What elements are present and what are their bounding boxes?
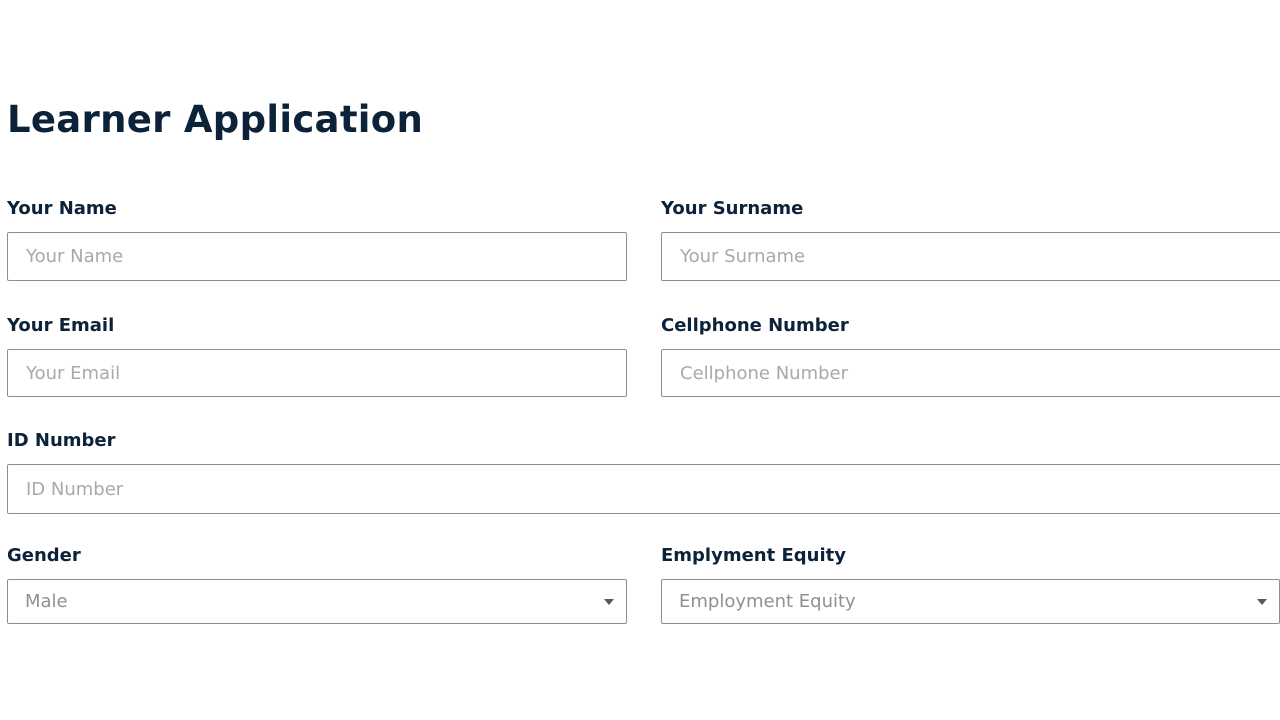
gender-field-group	[7, 545, 627, 624]
email-field-group	[7, 315, 627, 397]
cellphone-label: Cellphone Number	[661, 315, 849, 336]
surname-label: Your Surname	[661, 198, 804, 219]
cellphone-field-group	[661, 315, 1280, 397]
employment-equity-selected-value: Employment Equity	[679, 591, 856, 612]
name-field-group	[7, 198, 627, 281]
chevron-down-icon	[604, 599, 614, 605]
id-number-input[interactable]	[8, 465, 1280, 513]
name-input-box	[7, 232, 627, 281]
email-input-box	[7, 349, 627, 397]
id-number-label: ID Number	[7, 430, 116, 451]
chevron-down-icon	[1257, 599, 1267, 605]
employment-equity-label: Emplyment Equity	[661, 545, 846, 566]
gender-selected-value: Male	[25, 591, 68, 612]
cellphone-input[interactable]	[662, 350, 1280, 396]
page-title: Learner Application	[7, 98, 424, 141]
surname-field-group	[661, 198, 1280, 281]
surname-input[interactable]	[662, 233, 1280, 280]
cellphone-input-box	[661, 349, 1280, 397]
email-label: Your Email	[7, 315, 115, 336]
employment-equity-field-group	[661, 545, 1280, 624]
id-number-field-group	[7, 430, 1280, 514]
name-label: Your Name	[7, 198, 117, 219]
email-input[interactable]	[8, 350, 626, 396]
surname-input-box	[661, 232, 1280, 281]
employment-equity-select[interactable]	[661, 579, 1280, 624]
id-number-input-box	[7, 464, 1280, 514]
gender-label: Gender	[7, 545, 81, 566]
name-input[interactable]	[8, 233, 626, 280]
gender-select[interactable]	[7, 579, 627, 624]
